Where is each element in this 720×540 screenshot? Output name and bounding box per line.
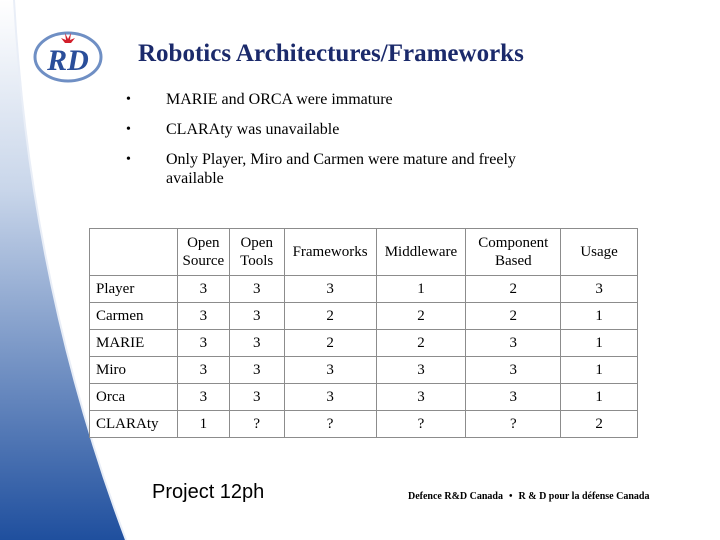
bullet-text: CLARAty was unavailable <box>166 121 340 138</box>
table-cell: 1 <box>561 303 638 330</box>
bullet-item <box>122 90 552 109</box>
table-cell: 1 <box>561 357 638 384</box>
table-cell: 3 <box>284 384 376 411</box>
footer-separator: • <box>509 491 513 502</box>
table-cell: ? <box>466 411 561 438</box>
table-cell: 3 <box>229 303 284 330</box>
table-cell: 2 <box>376 330 466 357</box>
row-label: Orca <box>90 384 178 411</box>
table-row <box>90 330 638 357</box>
table-row <box>90 276 638 303</box>
bullet-icon: • <box>126 152 131 167</box>
table-cell: 2 <box>284 303 376 330</box>
logo-lettering: RD <box>47 44 89 77</box>
row-label: Carmen <box>90 303 178 330</box>
bullet-item <box>122 150 552 188</box>
table-cell: 3 <box>177 330 229 357</box>
table-cell: 3 <box>466 384 561 411</box>
table-cell: 2 <box>466 276 561 303</box>
row-label: CLARAty <box>90 411 178 438</box>
table-cell: 3 <box>229 384 284 411</box>
header-open-source: Open Source <box>177 229 229 276</box>
footer-org <box>408 491 649 502</box>
table-cell: ? <box>229 411 284 438</box>
table-cell: 3 <box>177 357 229 384</box>
table-cell: 3 <box>229 276 284 303</box>
table-cell: 2 <box>466 303 561 330</box>
table-row <box>90 384 638 411</box>
table-cell: 3 <box>561 276 638 303</box>
rd-logo <box>32 28 104 86</box>
table-cell: 3 <box>466 330 561 357</box>
header-middleware: Middleware <box>376 229 466 276</box>
table-row <box>90 357 638 384</box>
table-cell: ? <box>376 411 466 438</box>
row-label: Miro <box>90 357 178 384</box>
table-cell: 3 <box>376 357 466 384</box>
bullet-item <box>122 120 552 139</box>
bullet-icon: • <box>126 122 131 137</box>
org-name-english: Defence R&D Canada <box>408 491 503 502</box>
table-row <box>90 411 638 438</box>
header-corner <box>90 229 178 276</box>
table-row <box>90 303 638 330</box>
header-open-tools: Open Tools <box>229 229 284 276</box>
table-header-row <box>90 229 638 276</box>
table-cell: ? <box>284 411 376 438</box>
table-cell: 3 <box>229 357 284 384</box>
table-cell: 1 <box>561 330 638 357</box>
table-cell: 2 <box>561 411 638 438</box>
table-cell: 3 <box>177 303 229 330</box>
table-cell: 3 <box>177 384 229 411</box>
table-cell: 3 <box>376 384 466 411</box>
org-name-french: R & D pour la défense Canada <box>518 491 650 502</box>
table-cell: 1 <box>177 411 229 438</box>
table-cell: 3 <box>177 276 229 303</box>
table-cell: 3 <box>466 357 561 384</box>
header-usage: Usage <box>561 229 638 276</box>
row-label: MARIE <box>90 330 178 357</box>
table-cell: 3 <box>284 276 376 303</box>
bullet-text: Only Player, Miro and Carmen were mature and freely available <box>166 151 516 187</box>
table-cell: 1 <box>561 384 638 411</box>
header-frameworks: Frameworks <box>284 229 376 276</box>
bullet-icon: • <box>126 92 131 107</box>
comparison-table <box>89 228 638 438</box>
table-cell: 2 <box>284 330 376 357</box>
project-label: Project 12ph <box>152 481 265 503</box>
slide-title: Robotics Architectures/Frameworks <box>138 40 524 67</box>
table-cell: 3 <box>284 357 376 384</box>
table-cell: 2 <box>376 303 466 330</box>
bullet-list <box>122 90 552 199</box>
header-component-based: Component Based <box>466 229 561 276</box>
bullet-text: MARIE and ORCA were immature <box>166 91 393 108</box>
table-cell: 3 <box>229 330 284 357</box>
table-cell: 1 <box>376 276 466 303</box>
row-label: Player <box>90 276 178 303</box>
